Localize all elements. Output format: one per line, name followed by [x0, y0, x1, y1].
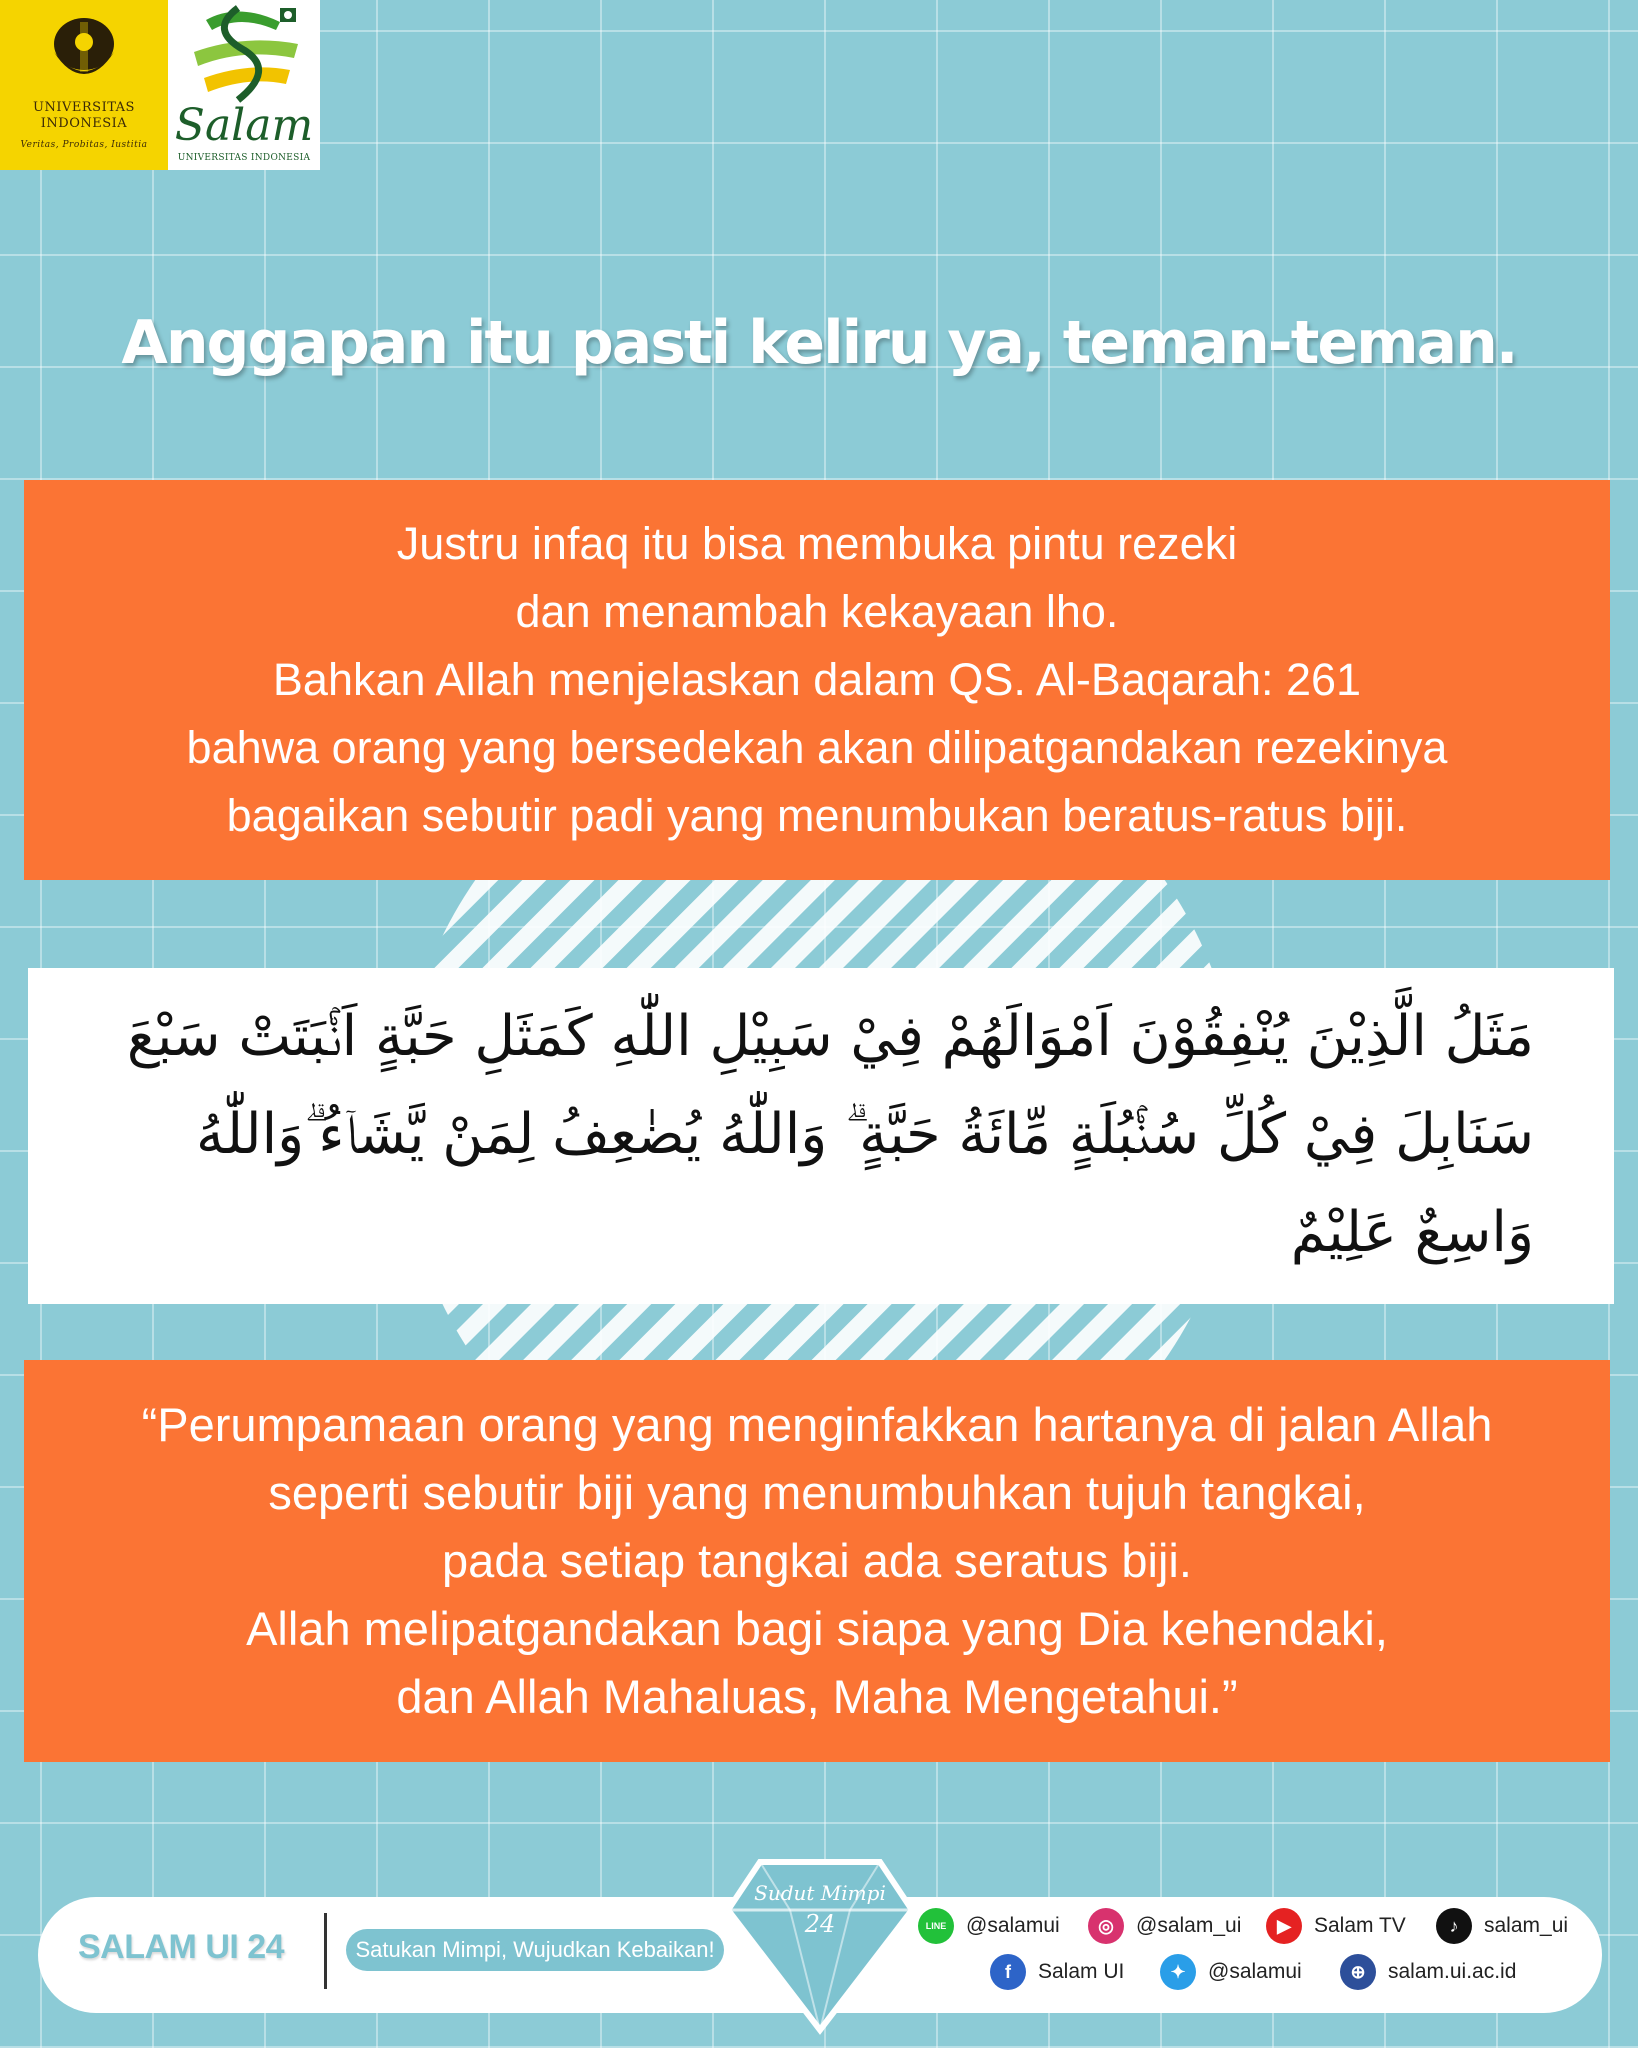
social-label: Salam UI: [1038, 1960, 1125, 1983]
text-line: Justru infaq itu bisa membuka pintu rezeki: [396, 518, 1238, 569]
text-line: dan menambah kekayaan lho.: [515, 586, 1119, 637]
ui-motto: Veritas, Probitas, Iustitia: [20, 140, 148, 150]
universitas-indonesia-logo: [0, 0, 168, 170]
badge-line1: Sudut Mimpi: [754, 1881, 886, 1905]
footer-tagline: Satukan Mimpi, Wujudkan Kebaikan!: [346, 1929, 724, 1971]
verse-translation-box: [24, 1360, 1610, 1762]
twitter-icon: ✦: [1160, 1954, 1196, 1990]
youtube-icon: ▶: [1266, 1908, 1302, 1944]
social-label: salam_ui: [1484, 1914, 1569, 1937]
footer-divider: [324, 1913, 327, 1989]
text-line: bagaikan sebutir padi yang menumbukan beratus-ratus biji.: [226, 790, 1408, 841]
social-link-website[interactable]: [1340, 1954, 1516, 1990]
ui-name-line2: INDONESIA: [40, 116, 128, 131]
text-line: pada setiap tangkai ada seratus biji.: [442, 1534, 1192, 1587]
social-link-tiktok[interactable]: [1436, 1908, 1568, 1944]
text-line: bahwa orang yang bersedekah akan dilipatgandakan rezekinya: [186, 722, 1448, 773]
line-icon: LINE: [918, 1908, 954, 1944]
sudut-mimpi-diamond-badge: [720, 1840, 920, 2040]
salam-ui-logo: [168, 0, 320, 170]
arabic-verse-text: مَثَلُ الَّذِيْنَ يُنْفِقُوْنَ اَمْوَالَهُمْ فِيْ سَبِيْلِ اللّٰهِ كَمَثَلِ حَبَّةٍ اَنْۢبَتَتْ سَبْعَ سَنَابِلَ فِيْ كُلِّ سُنْۢبُلَةٍ مِّائَةُ حَبَّةٍ ۗ وَاللّٰهُ يُضٰعِفُ لِمَنْ يَّشَاۤءُ ۗوَاللّٰهُ وَاسِعٌ عَلِيْمٌ: [126, 1004, 1534, 1265]
social-label: @salamui: [1208, 1960, 1302, 1983]
social-link-facebook[interactable]: [990, 1954, 1124, 1990]
salam-subtitle: UNIVERSITAS INDONESIA: [177, 153, 311, 163]
social-label: @salam_ui: [1136, 1914, 1242, 1937]
social-link-line[interactable]: [918, 1908, 1060, 1944]
makara-emblem-icon: [40, 12, 128, 92]
facebook-icon: f: [990, 1954, 1026, 1990]
social-label: Salam TV: [1314, 1914, 1406, 1937]
footer-brand: SALAM UI 24: [78, 1928, 285, 1966]
social-link-instagram[interactable]: [1088, 1908, 1241, 1944]
text-line: Allah melipatgandakan bagi siapa yang Dia kehendaki,: [246, 1602, 1388, 1655]
salam-s-emblem-icon: [168, 0, 320, 110]
social-label: salam.ui.ac.id: [1388, 1960, 1517, 1983]
instagram-icon: ◎: [1088, 1908, 1124, 1944]
social-link-youtube[interactable]: [1266, 1908, 1406, 1944]
headline: Anggapan itu pasti keliru ya, teman-teman.: [121, 308, 1517, 378]
text-line: Bahkan Allah menjelaskan dalam QS. Al-Baqarah: 261: [272, 654, 1362, 705]
social-label: @salamui: [966, 1914, 1060, 1937]
ui-name-line1: UNIVERSITAS: [33, 100, 135, 115]
website-icon: ⊕: [1340, 1954, 1376, 1990]
infaq-explanation-box: [24, 480, 1610, 880]
arabic-verse-box: [28, 968, 1614, 1304]
text-line: dan Allah Mahaluas, Maha Mengetahui.”: [396, 1670, 1238, 1723]
badge-line2: 24: [804, 1910, 836, 1938]
salam-wordmark: Salam: [174, 100, 314, 151]
social-link-twitter[interactable]: [1160, 1954, 1302, 1990]
text-line: “Perumpamaan orang yang menginfakkan hartanya di jalan Allah: [141, 1398, 1493, 1451]
tiktok-icon: ♪: [1436, 1908, 1472, 1944]
text-line: seperti sebutir biji yang menumbuhkan tujuh tangkai,: [268, 1466, 1366, 1519]
